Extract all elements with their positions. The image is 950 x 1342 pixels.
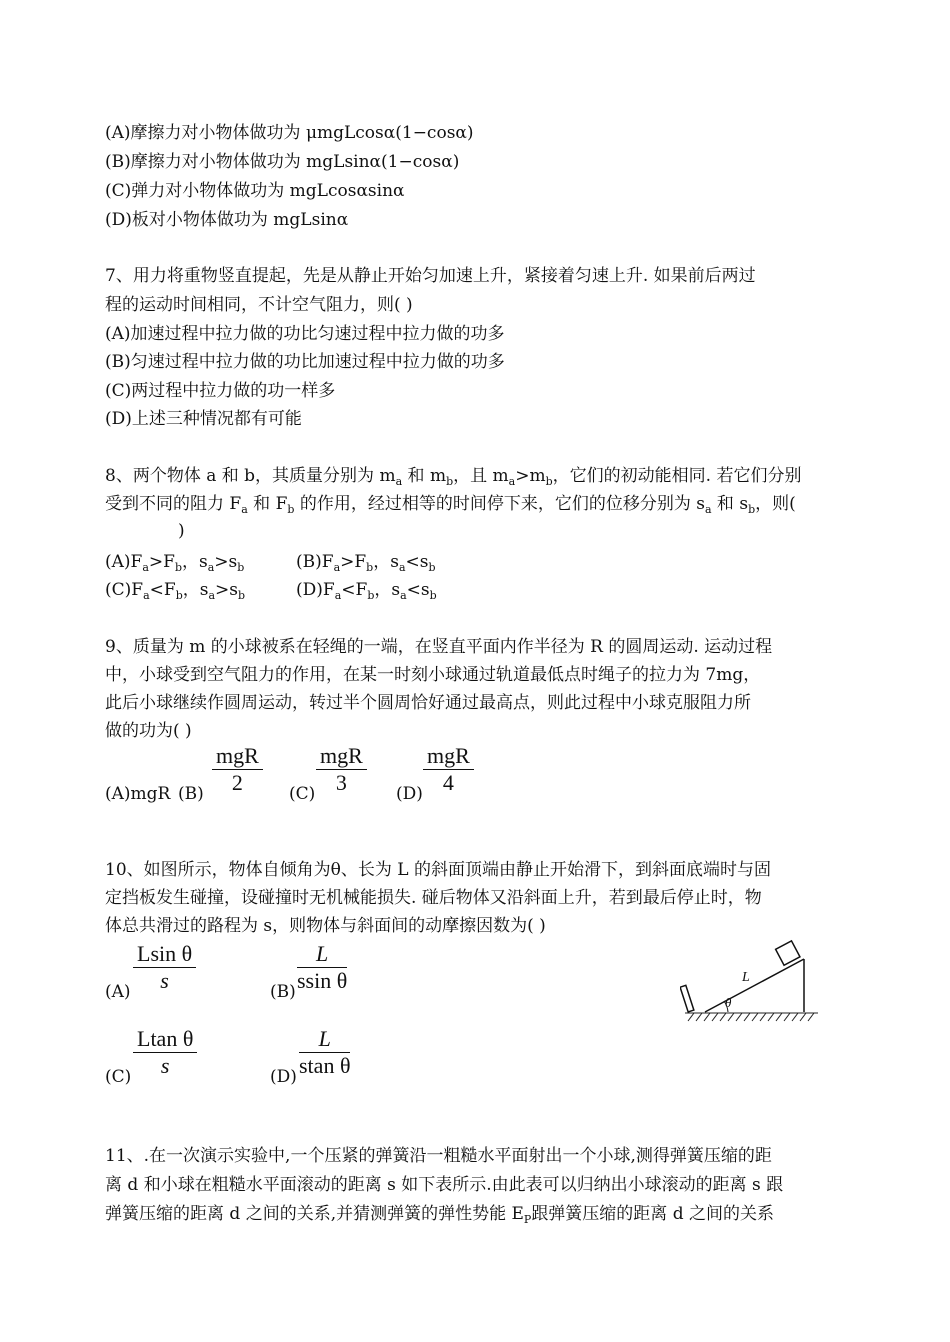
q10-stem-line2: 定挡板发生碰撞，设碰撞时无机械能损失. 碰后物体又沿斜面上升，若到最后停止时，物 (105, 888, 762, 908)
q11-stem-line3: 弹簧压缩的距离 d 之间的关系,并猜测弹簧的弹性势能 $E_P$跟弹簧压缩的距离 d 之间的关系 (105, 1204, 775, 1226)
q9-stem-line3: 此后小球继续作圆周运动，转过半个圆周恰好通过最高点，则此过程中小球克服阻力所 (105, 693, 751, 713)
q8-option-d: $(D)F_a<F_b$，$s_a<s_b$ (296, 580, 437, 602)
ground-hatching (685, 1013, 818, 1021)
incline-length-label: L (742, 970, 750, 985)
q10-option-b-label: (B) (270, 982, 296, 1002)
q7-option-a: (A)加速过程中拉力做的功比匀速过程中拉力做的功多 (105, 324, 505, 344)
q10-option-a-fraction: $\frac{\text{Lsin θ}}{s}$ (133, 941, 196, 994)
sliding-block (776, 941, 800, 965)
q9-option-a: (A)mgR (105, 784, 171, 804)
q9-option-b-fraction: mgR 2 (212, 743, 263, 796)
q10-option-d-fraction: $\frac{L}{\text{stan θ}}$ (299, 1026, 351, 1078)
q8-stem-line1: 8、两个物体 a 和 b，其质量分别为 $m_a$ 和 $m_b$，且 $m_a>m_b$，它们的初动能相同. 若它们分别 (105, 466, 802, 488)
q6-option-d: (D)板对小物体做功为 mgLsinα (105, 210, 349, 230)
q10-option-c-label: (C) (105, 1067, 132, 1087)
incline-triangle (705, 959, 804, 1012)
q6-option-c: (C)弹力对小物体做功为 mgLcosαsinα (105, 181, 405, 201)
q6-option-a: (A)摩擦力对小物体做功为 μmgLcosα(1−cosα) (105, 123, 474, 143)
q7-option-b: (B)匀速过程中拉力做的功比加速过程中拉力做的功多 (105, 352, 505, 372)
q9-stem-line2: 中，小球受到空气阻力的作用，在某一时刻小球通过轨道最低点时绳子的拉力为 7mg， (105, 665, 761, 685)
q8-stem-line3: ) (178, 521, 185, 541)
q7-stem-line2: 程的运动时间相同，不计空气阻力，则( ) (105, 295, 413, 315)
q10-option-c-fraction: $\frac{\text{Ltan θ}}{s}$ (133, 1026, 197, 1079)
q10-stem-line1: 10、如图所示，物体自倾角为θ、长为 L 的斜面顶端由静止开始滑下，到斜面底端时与固 (105, 860, 771, 880)
angle-theta-label: θ (725, 995, 732, 1010)
q10-option-d-label: (D) (270, 1067, 297, 1087)
q10-option-b-fraction: $\frac{L}{\text{ssin θ}}$ (297, 941, 348, 993)
q8-stem-line2: 受到不同的阻力 $F_a$ 和 $F_b$ 的作用，经过相等的时间停下来，它们的位移分别为 $s_a$ 和 $s_b$，则( (105, 494, 796, 516)
q11-stem-line2: 离 d 和小球在粗糙水平面滚动的距离 s 如下表所示.由此表可以归纳出小球滚动的距离 s 跟 (105, 1175, 784, 1195)
q8-option-b: $(B)F_a>F_b$，$s_a<s_b$ (296, 552, 436, 574)
q7-stem-line1: 7、用力将重物竖直提起，先是从静止开始匀加速上升，紧接着匀速上升. 如果前后两过 (105, 266, 756, 286)
q11-stem-line1: 11、.在一次演示实验中,一个压紧的弹簧沿一粗糙水平面射出一个小球,测得弹簧压缩的距 (105, 1146, 772, 1166)
q7-option-c: (C)两过程中拉力做的功一样多 (105, 381, 336, 401)
q9-stem-line1: 9、质量为 m 的小球被系在轻绳的一端，在竖直平面内作半径为 R 的圆周运动. 运动过程 (105, 637, 773, 657)
q9-option-b-label: (B) (178, 784, 204, 804)
q8-option-c: $(C)F_a<F_b$，$s_a>s_b$ (105, 580, 246, 602)
q7-option-d: (D)上述三种情况都有可能 (105, 409, 302, 429)
q9-option-c-label: (C) (289, 784, 316, 804)
q9-stem-line4: 做的功为( ) (105, 721, 192, 741)
q10-option-a-label: (A) (105, 982, 131, 1002)
q9-option-c-fraction: mgR 3 (316, 743, 367, 796)
q9-option-d-label: (D) (396, 784, 423, 804)
q8-option-a: $(A)F_a>F_b$，$s_a>s_b$ (105, 552, 245, 574)
barrier-plate (680, 985, 694, 1012)
q10-stem-line3: 体总共滑过的路程为 s，则物体与斜面间的动摩擦因数为( ) (105, 916, 546, 936)
incline-figure (680, 935, 825, 1027)
q9-option-d-fraction: mgR 4 (423, 743, 474, 796)
q6-option-b: (B)摩擦力对小物体做功为 mgLsinα(1−cosα) (105, 152, 460, 172)
